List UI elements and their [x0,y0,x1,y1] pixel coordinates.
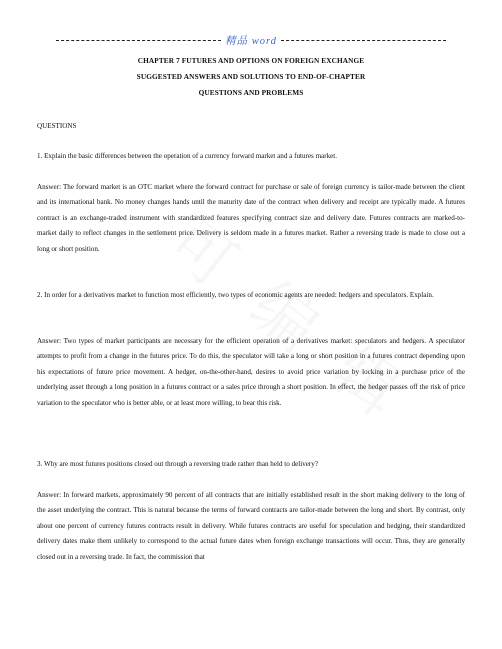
answer-1: Answer: The forward market is an OTC market where the forward contract for purchase or sale of foreign currency is tailor-made between the client and its international bank. No money changes hands until the maturity date of the contract when delivery and receipt are typically made. A futures contract is an exchange-traded instrument with standardized features specifying contract size and delivery date. Futures contracts are marked-to-market daily to reflect changes in the settlement price. Delivery is seldom made in a futures market. Rather a reversing trade is made to close out a long or short position. [37,183,465,253]
subtitle-line: SUGGESTED ANSWERS AND SOLUTIONS TO END-OF-CHAPTER [136,72,366,81]
page-header [56,33,446,47]
answer-3: Answer: In forward markets, approximately 90 percent of all contracts that are initially established result in the short making delivery to the long of the asset underlying the contract. This is natural because the terms of forward contracts are tailor-made between the long and short. By contrast, only about one percent of currency futures contracts result in delivery. While futures contracts are useful for speculation and hedging, their standardized delivery dates make them unlikely to correspond to the actual future dates when foreign exchange transactions will occur. Thus, they are generally closed out in a reversing trade. In fact, the commission that [37,491,465,561]
header-rule-left [56,40,221,41]
question-3: 3. Why are most futures positions closed out through a reversing trade rather than held to delivery? [37,460,318,468]
chapter-title: CHAPTER 7 FUTURES AND OPTIONS ON FOREIGN EXCHANGE [137,56,365,65]
question-2: 2. In order for a derivatives market to function most efficiently, two types of economic agents are needed: hedgers and speculators. Explain. [37,291,434,299]
section-heading: QUESTIONS [37,122,77,130]
answer-2: Answer: Two types of market participants are necessary for the efficient operation of a derivatives market: speculators and hedgers. A speculator attempts to profit from a change in the futures price. To do this, the speculator will take a long or short position in a futures contract depending upon his expectations of future price movement. A hedger, on-the-other-hand, desires to avoid price variation by locking in a purchase price of the underlying asset through a long position in a futures contract or a sales price through a short position. In effect, the hedger passes off the risk of price variation to the speculator who is better able, or at least more willing, to bear this risk. [37,337,465,407]
header-label: 精品 word [225,35,277,47]
question-1: 1. Explain the basic differences between the operation of a currency forward market and a futures market. [37,152,338,160]
header-rule-right [281,40,446,41]
subtitle-line: QUESTIONS AND PROBLEMS [198,88,304,97]
